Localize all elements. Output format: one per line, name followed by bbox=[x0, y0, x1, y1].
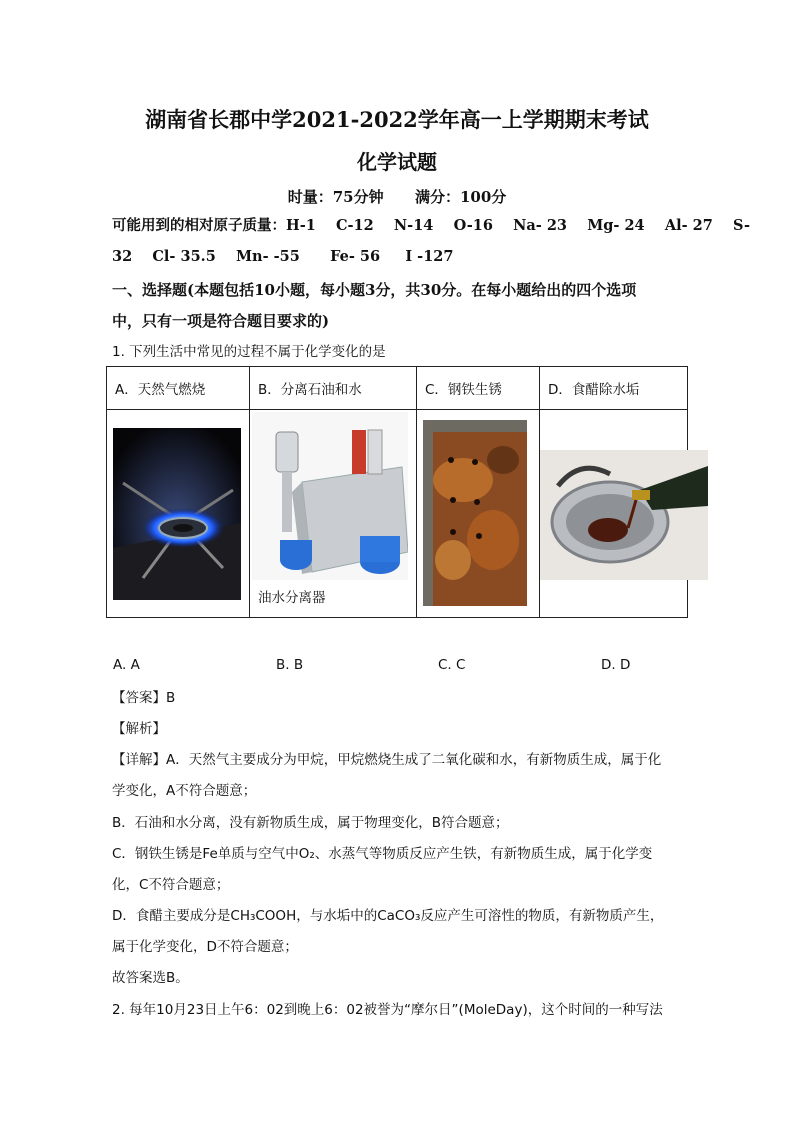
option-a-image-cell bbox=[107, 410, 250, 618]
section-heading-line-1: 一、选择题(本题包括10小题，每小题3分，共30分。在每小题给出的四个选项 bbox=[112, 281, 637, 299]
section-heading-line-2: 中，只有一项是符合题目要求的) bbox=[112, 312, 330, 330]
exam-title: 湖南省长郡中学2021-2022学年高一上学期期末考试 bbox=[145, 107, 649, 132]
separator-caption: 油水分离器 bbox=[258, 590, 326, 606]
choice-c: C. C bbox=[438, 657, 466, 673]
option-d-label: D．食醋除水垢 bbox=[540, 367, 688, 410]
option-b-label: B．分离石油和水 bbox=[250, 367, 417, 410]
question-2-stem: 2. 每年10月23日上午6：02到晚上6：02被誉为“摩尔日”(MoleDay)，这个时间的一种写法 bbox=[112, 1002, 663, 1018]
answer-line: 【答案】B bbox=[112, 690, 176, 706]
analysis-heading: 【解析】 bbox=[112, 721, 166, 737]
atomic-mass-line-1: 可能用到的相对原子质量：H-1 C-12 N-14 O-16 Na- 23 Mg- 24 Al- 27 S- bbox=[112, 217, 751, 234]
detail-line-7: 属于化学变化，D不符合题意； bbox=[112, 939, 298, 955]
detail-line-8: 故答案选B。 bbox=[112, 970, 189, 986]
choice-d: D. D bbox=[601, 657, 631, 673]
time-info: 时量：75分钟 满分：100分 bbox=[287, 188, 507, 206]
detail-line-1: 【详解】A．天然气主要成分为甲烷，甲烷燃烧生成了二氧化碳和水，有新物质生成，属于化 bbox=[112, 752, 662, 768]
option-a-label: A．天然气燃烧 bbox=[107, 367, 250, 410]
choice-a: A. A bbox=[113, 657, 140, 673]
gas-stove-flame-image bbox=[113, 428, 241, 600]
option-c-image-cell bbox=[417, 410, 540, 618]
option-c-label: C．钢铁生锈 bbox=[417, 367, 540, 410]
detail-line-2: 学变化，A不符合题意； bbox=[112, 783, 257, 799]
detail-line-3: B．石油和水分离，没有新物质生成，属于物理变化，B符合题意； bbox=[112, 815, 509, 831]
question-1-stem: 1. 下列生活中常见的过程不属于化学变化的是 bbox=[112, 344, 386, 360]
choice-b: B. B bbox=[276, 657, 304, 673]
options-table bbox=[106, 366, 688, 618]
option-b-image-cell bbox=[250, 410, 417, 618]
option-d-image-cell bbox=[540, 410, 688, 618]
vinegar-kettle-image bbox=[540, 450, 708, 580]
detail-line-5: 化，C不符合题意； bbox=[112, 877, 230, 893]
atomic-mass-line-2: 32 Cl- 35.5 Mn- -55 Fe- 56 I -127 bbox=[112, 248, 454, 265]
detail-line-4: C．钢铁生锈是Fe单质与空气中O₂、水蒸气等物质反应产生铁，有新物质生成，属于化学变 bbox=[112, 846, 653, 862]
oil-water-separator-image bbox=[252, 412, 408, 580]
exam-subtitle: 化学试题 bbox=[357, 150, 437, 174]
rusty-steel-image bbox=[423, 420, 527, 606]
detail-line-6: D．食醋主要成分是CH₃COOH，与水垢中的CaCO₃反应产生可溶性的物质，有新物质产生， bbox=[112, 908, 664, 924]
